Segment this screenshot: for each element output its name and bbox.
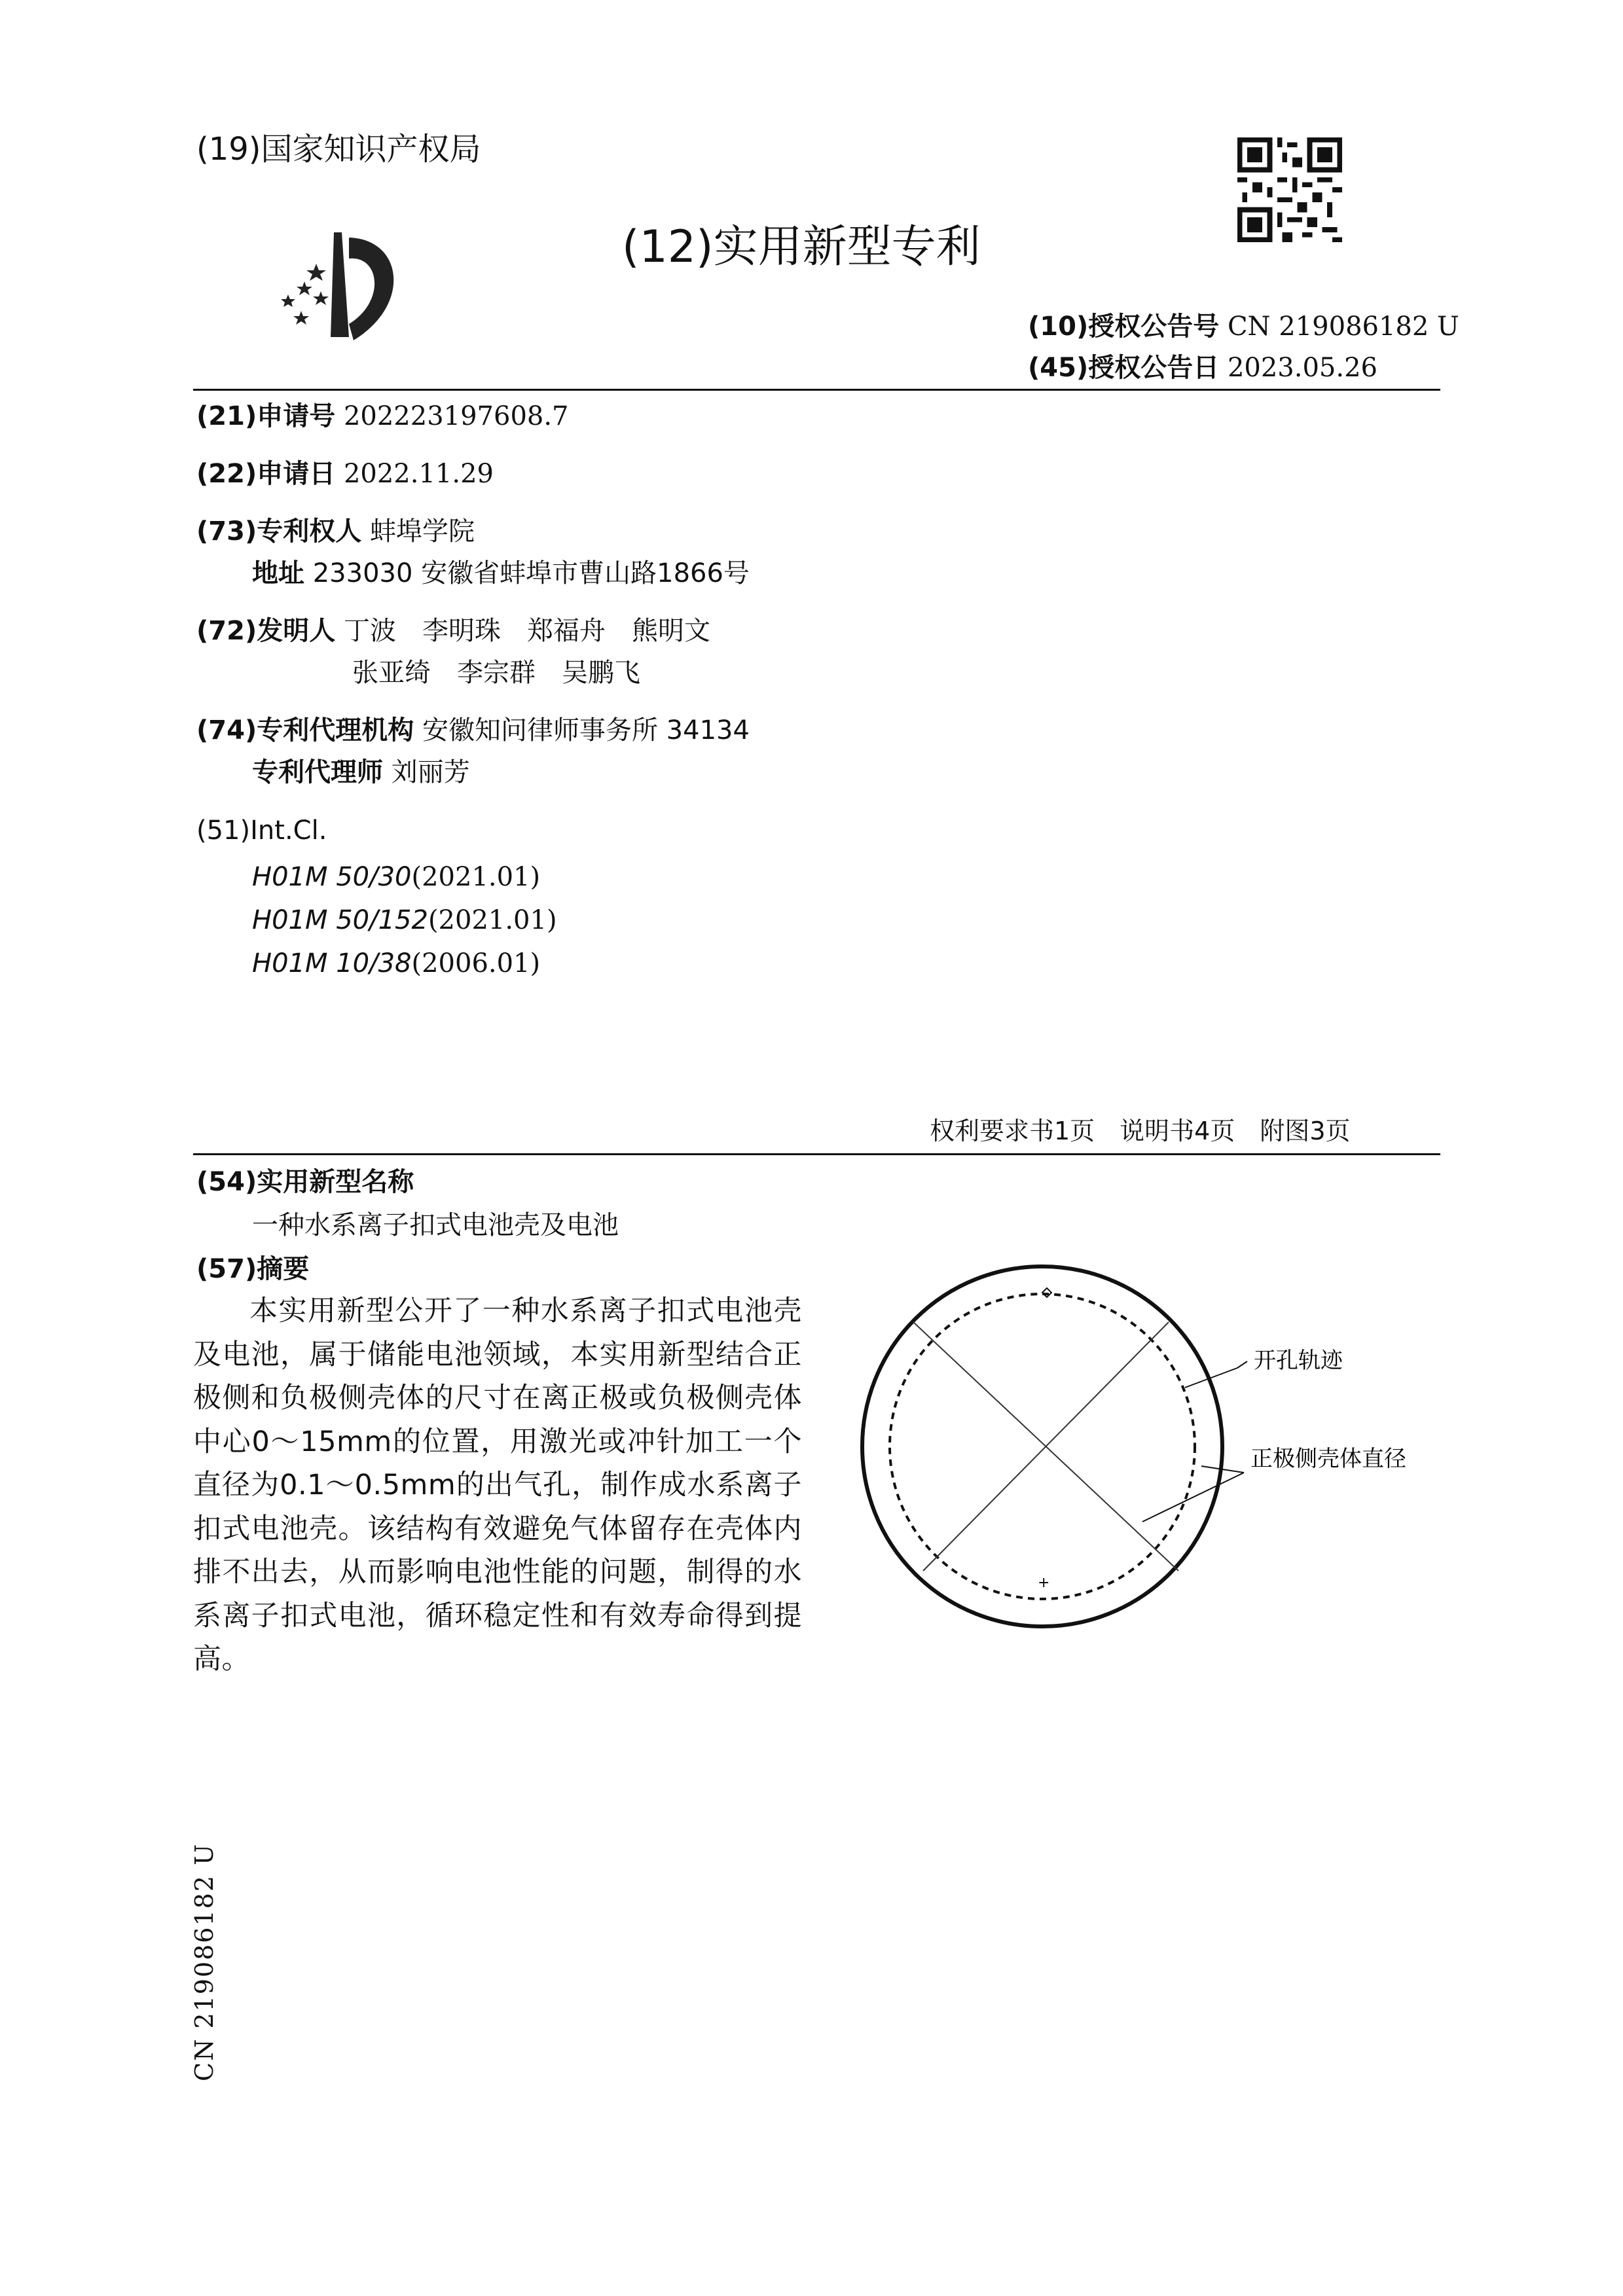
doc-type: (12)实用新型专利 [622,221,981,273]
abstract-text: 本实用新型公开了一种水系离子扣式电池壳及电池，属于储能电池领域，本实用新型结合正极侧和负极侧壳体的尺寸在离正极或负极侧壳体中心0～15mm的位置，用激光或冲针加工一个直径为0.1～0.5mm的出气孔，制作成水系离子扣式电池壳。该结构有效避免气体留存在壳体内排不出去，从而影响电池性能的问题，制得的水系离子扣式电池，循环稳定性和有效寿命得到提高。 [193,1295,802,1676]
abstract-label: (57)摘要 [196,1254,310,1284]
svg-text:+: + [1038,1575,1050,1591]
agent: 刘丽芳 [391,757,470,787]
pub-number-row [1028,311,1459,342]
address: 233030 安徽省蚌埠市曹山路1866号 [312,558,750,588]
app-number: 202223197608.7 [343,401,569,431]
abstract-figure [845,1257,1473,1636]
title-label: (54)实用新型名称 [196,1167,414,1197]
patentee: 蚌埠学院 [369,516,475,547]
ipc-item: H01M 50/30(2021.01) [252,862,541,892]
inventors-row: (72)发明人 丁波 李明珠 郑福舟 熊明文 [196,616,710,646]
side-publication-number: CN 219086182 U [190,1842,219,2081]
header-rule [193,389,1440,391]
utility-model-title: 一种水系离子扣式电池壳及电池 [252,1210,619,1240]
app-date-row: (22)申请日 2022.11.29 [196,459,494,489]
agent-row: 专利代理师 刘丽芳 [252,757,470,787]
app-date: 2022.11.29 [343,459,494,489]
inventors-line2: 张亚绮 李宗群 吴鹏飞 [352,658,640,688]
pub-date: 2023.05.26 [1227,353,1377,383]
qr-code [1237,137,1342,242]
agency-row: (74)专利代理机构 安徽知问律师事务所 34134 [196,715,750,745]
agency: 安徽知问律师事务所 34134 [422,715,750,745]
ipc-item: H01M 10/38(2006.01) [252,948,541,978]
pub-number-label: (10)授权公告号 [1028,312,1220,342]
app-number-row: (21)申请号 202223197608.7 [196,401,569,431]
patentee-row: (73)专利权人 蚌埠学院 [196,516,475,547]
figure-label-shell-diameter: 正极侧壳体直径 [1250,1446,1406,1472]
pub-date-row [1028,352,1377,384]
cnipa-logo [265,219,422,347]
pub-number: CN 219086182 U [1227,312,1459,342]
pub-date-label: (45)授权公告日 [1028,353,1220,383]
ipc-item: H01M 50/152(2021.01) [252,905,557,935]
office-name: (19)国家知识产权局 [196,131,481,168]
ipc-label: (51)Int.Cl. [196,816,327,846]
pages-info: 权利要求书1页 说明书4页 附图3页 [930,1117,1351,1145]
inventors-line1: 丁波 李明珠 郑福舟 熊明文 [343,616,710,646]
figure-label-hole-track: 开孔轨迹 [1254,1348,1343,1374]
section-rule [193,1153,1440,1155]
address-row: 地址 233030 安徽省蚌埠市曹山路1866号 [252,558,750,588]
